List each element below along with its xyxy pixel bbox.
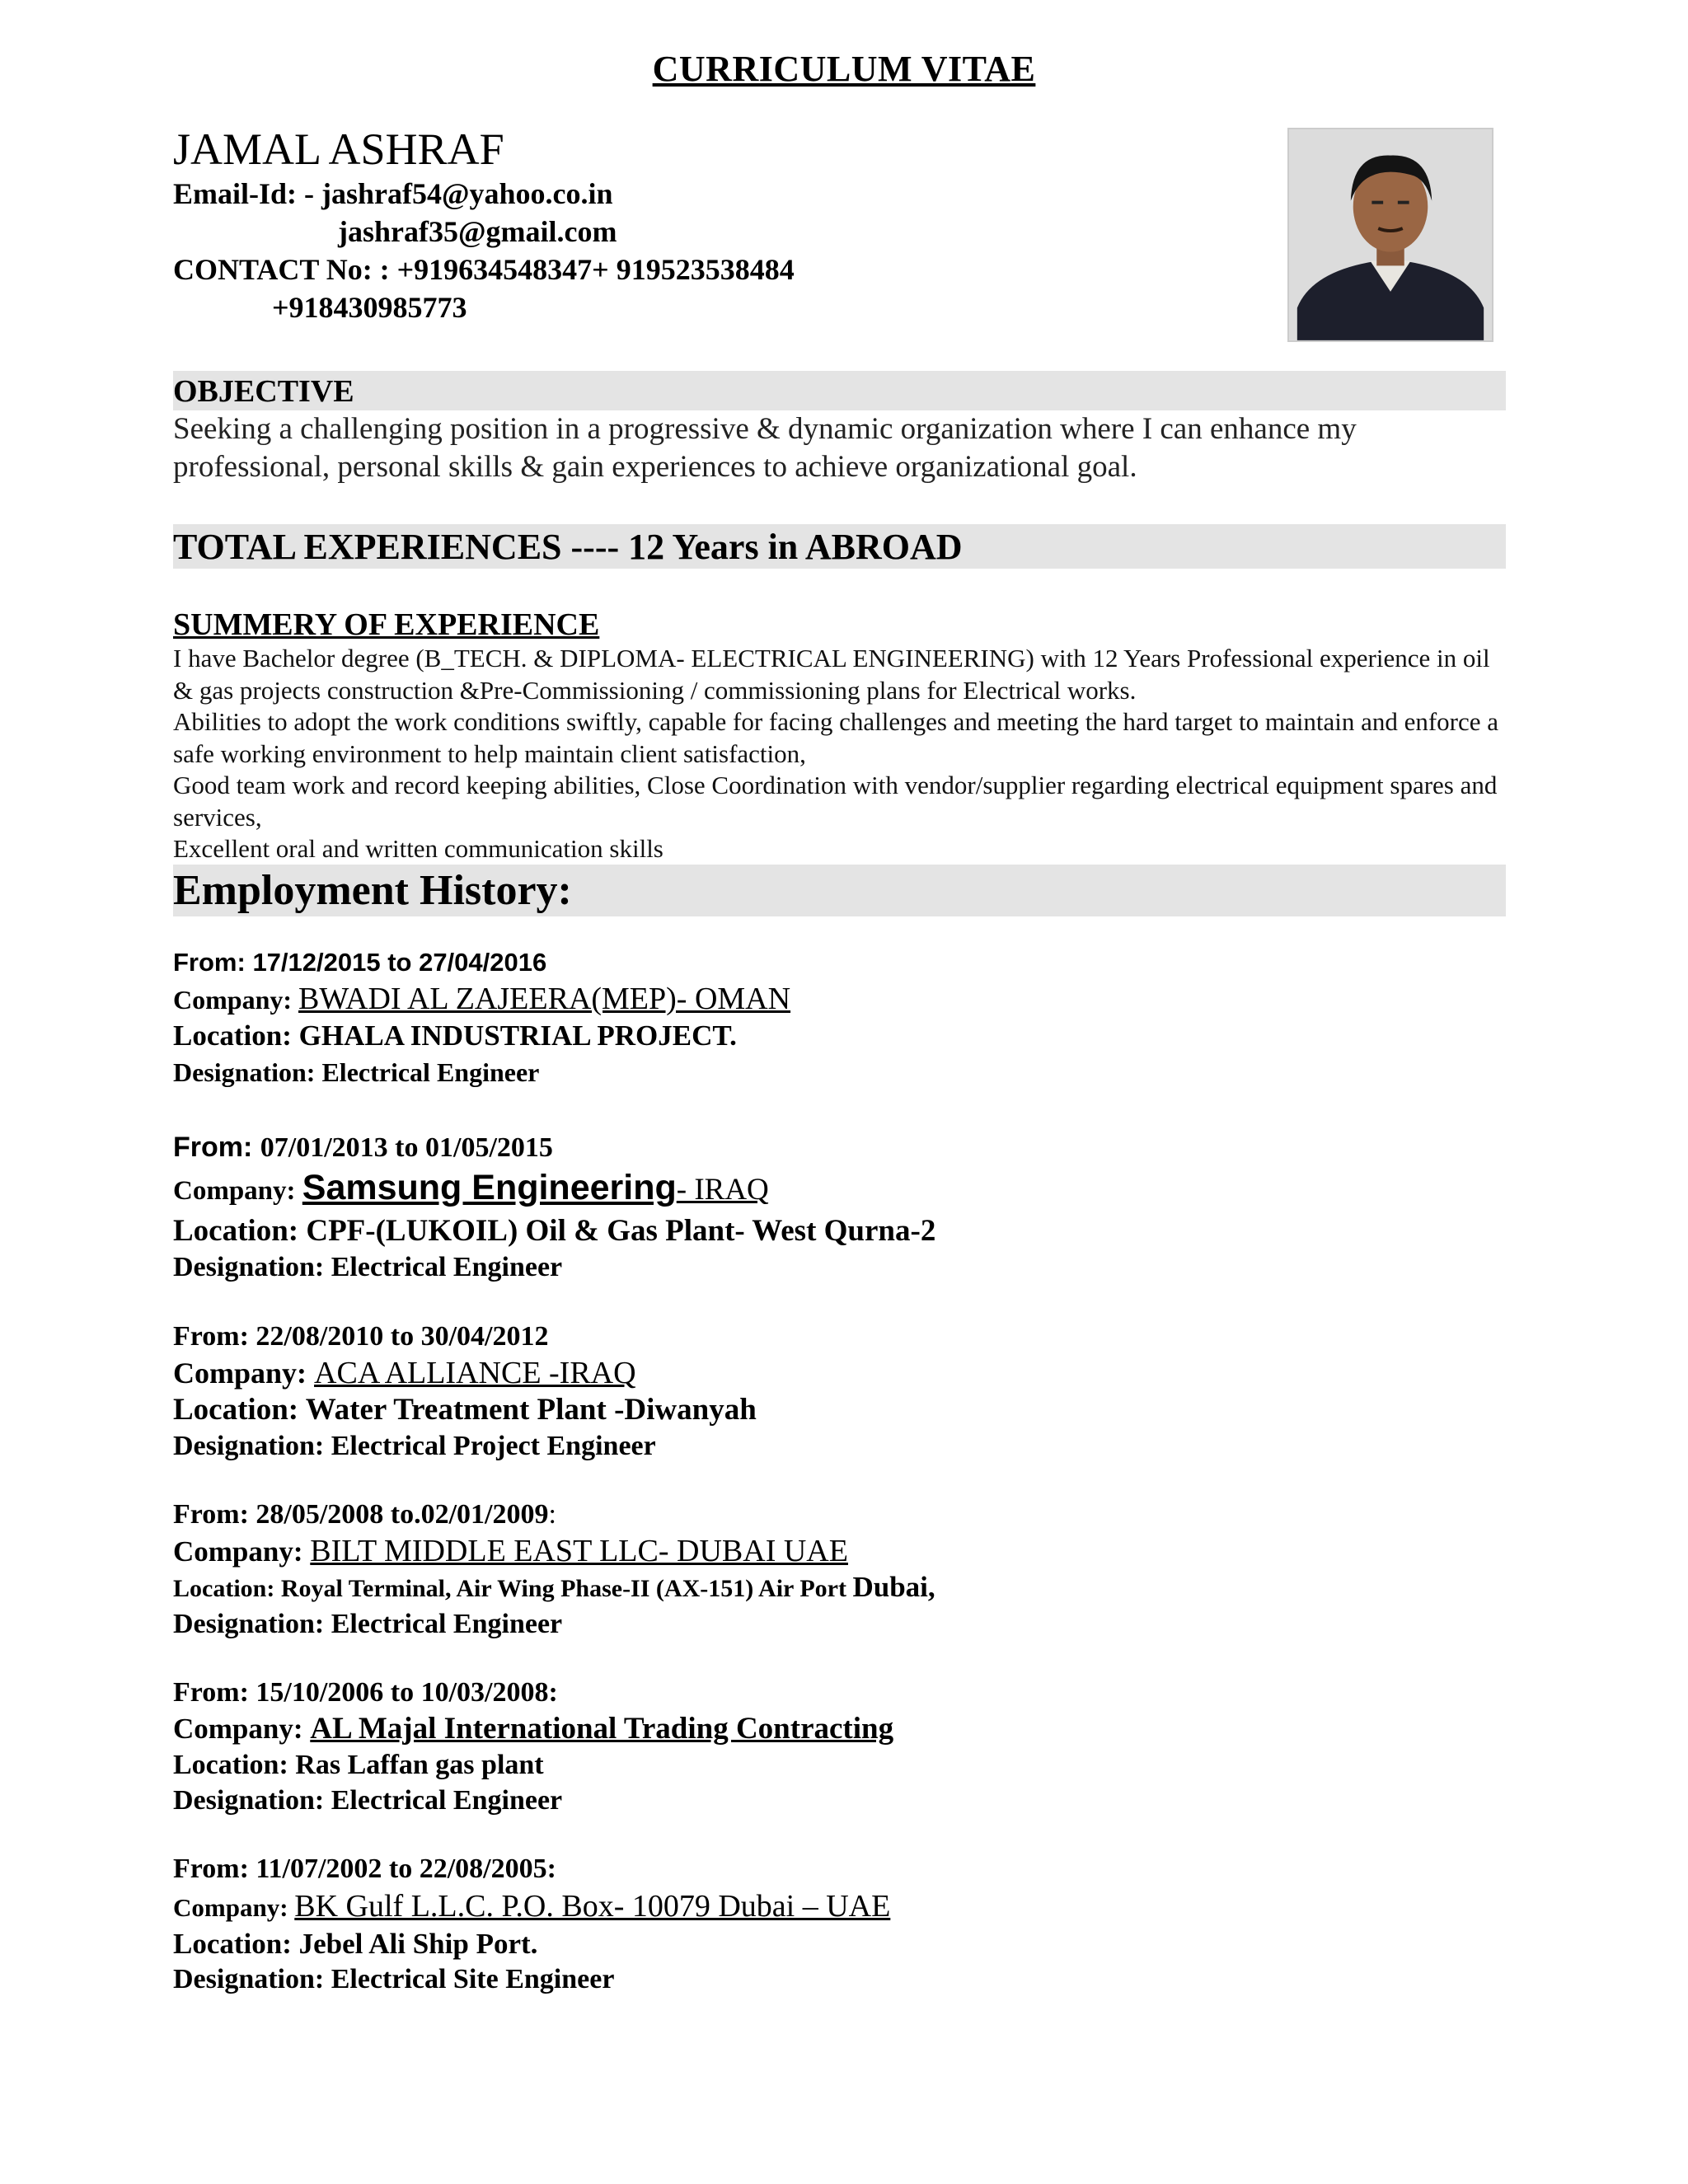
job-dates: From: 28/05/2008 to.02/01/2009: <box>173 1499 556 1530</box>
email-primary: jashraf54@yahoo.co.in <box>321 177 613 210</box>
profile-photo <box>1287 128 1493 342</box>
job-designation: Designation: Electrical Site Engineer <box>173 1964 615 1994</box>
job-company: Company: BILT MIDDLE EAST LLC- DUBAI UAE <box>173 1534 848 1568</box>
email-label: Email-Id: - <box>173 177 321 210</box>
summary-paragraph: Good team work and record keeping abilities, Close Coordination with vendor/supplier regarding electrical equipment spares and services, <box>173 771 1498 832</box>
job-designation: Designation: Electrical Engineer <box>173 1785 563 1816</box>
job-dates: From: 15/10/2006 to 10/03/2008: <box>173 1677 558 1708</box>
contact-line-2 <box>173 288 795 326</box>
job-dates: From: 11/07/2002 to 22/08/2005: <box>173 1854 556 1884</box>
job-entry-6 <box>173 1851 1508 1998</box>
job-designation: Designation: Electrical Engineer <box>173 1609 563 1639</box>
email-line-1 <box>173 175 795 213</box>
contact-header <box>173 124 795 326</box>
job-company: Company: BK Gulf L.L.C. P.O. Box- 10079 Dubai – UAE <box>173 1889 891 1924</box>
phone-secondary: +918430985773 <box>272 291 467 324</box>
job-entry-2 <box>173 1129 1508 1285</box>
job-location: Location: GHALA INDUSTRIAL PROJECT. <box>173 1019 737 1052</box>
objective-heading: OBJECTIVE <box>173 371 1506 410</box>
job-location: Location: Water Treatment Plant -Diwanyah <box>173 1393 757 1427</box>
job-company: Company: Samsung Engineering- IRAQ <box>173 1168 769 1207</box>
job-entry-5 <box>173 1675 1508 1818</box>
job-dates: From: 17/12/2015 to 27/04/2016 <box>173 948 547 977</box>
candidate-name: JAMAL ASHRAF <box>173 124 504 174</box>
job-entry-1 <box>173 944 1508 1090</box>
profile-photo-illustration <box>1289 129 1492 340</box>
email-secondary: jashraf35@gmail.com <box>338 215 617 248</box>
summary-heading: SUMMERY OF EXPERIENCE <box>173 607 600 642</box>
summary-paragraph: Excellent oral and written communication skills <box>173 834 663 863</box>
job-designation: Designation: Electrical Engineer <box>173 1057 540 1087</box>
job-designation: Designation: Electrical Engineer <box>173 1252 563 1282</box>
job-location: Location: Ras Laffan gas plant <box>173 1750 544 1780</box>
summary-paragraph: I have Bachelor degree (B_TECH. & DIPLOMA- ELECTRICAL ENGINEERING) with 12 Years Professional experience in oil & gas projects construction &Pre-Commissioning / commissioning plans for Electrical works. <box>173 644 1490 705</box>
job-dates: From: 22/08/2010 to 30/04/2012 <box>173 1321 549 1352</box>
job-designation: Designation: Electrical Project Engineer <box>173 1431 656 1461</box>
job-dates: From: 07/01/2013 to 01/05/2015 <box>173 1132 553 1163</box>
summary-paragraph: Abilities to adopt the work conditions swiftly, capable for facing challenges and meeting the hard target to maintain and enforce a safe working environment to help maintain client satisfaction, <box>173 707 1499 768</box>
job-entry-3 <box>173 1319 1508 1464</box>
contact-label: CONTACT No: : <box>173 253 397 286</box>
job-location: Location: CPF-(LUKOIL) Oil & Gas Plant- West Qurna-2 <box>173 1214 936 1248</box>
job-location: Location: Jebel Ali Ship Port. <box>173 1928 538 1960</box>
employment-heading: Employment History: <box>173 865 1506 916</box>
total-experience-heading: TOTAL EXPERIENCES ---- 12 Years in ABROAD <box>173 524 1506 569</box>
document-title: CURRICULUM VITAE <box>652 49 1036 89</box>
job-company: Company: AL Majal International Trading Contracting <box>173 1712 894 1746</box>
contact-line-1 <box>173 251 795 288</box>
summary-text <box>173 643 1508 865</box>
email-line-2 <box>173 213 795 251</box>
phone-primary: +919634548347+ 919523538484 <box>396 253 795 286</box>
job-entry-4 <box>173 1497 1508 1643</box>
job-location: Location: Royal Terminal, Air Wing Phase-II (AX-151) Air Port Dubai, <box>173 1571 935 1603</box>
job-company: Company: ACA ALLIANCE -IRAQ <box>173 1356 636 1390</box>
job-company: Company: BWADI AL ZAJEERA(MEP)- OMAN <box>173 982 791 1016</box>
objective-text: Seeking a challenging position in a progressive & dynamic organization where I can enhance my professional, personal skills & gain experiences to achieve organizational goal. <box>173 412 1357 484</box>
